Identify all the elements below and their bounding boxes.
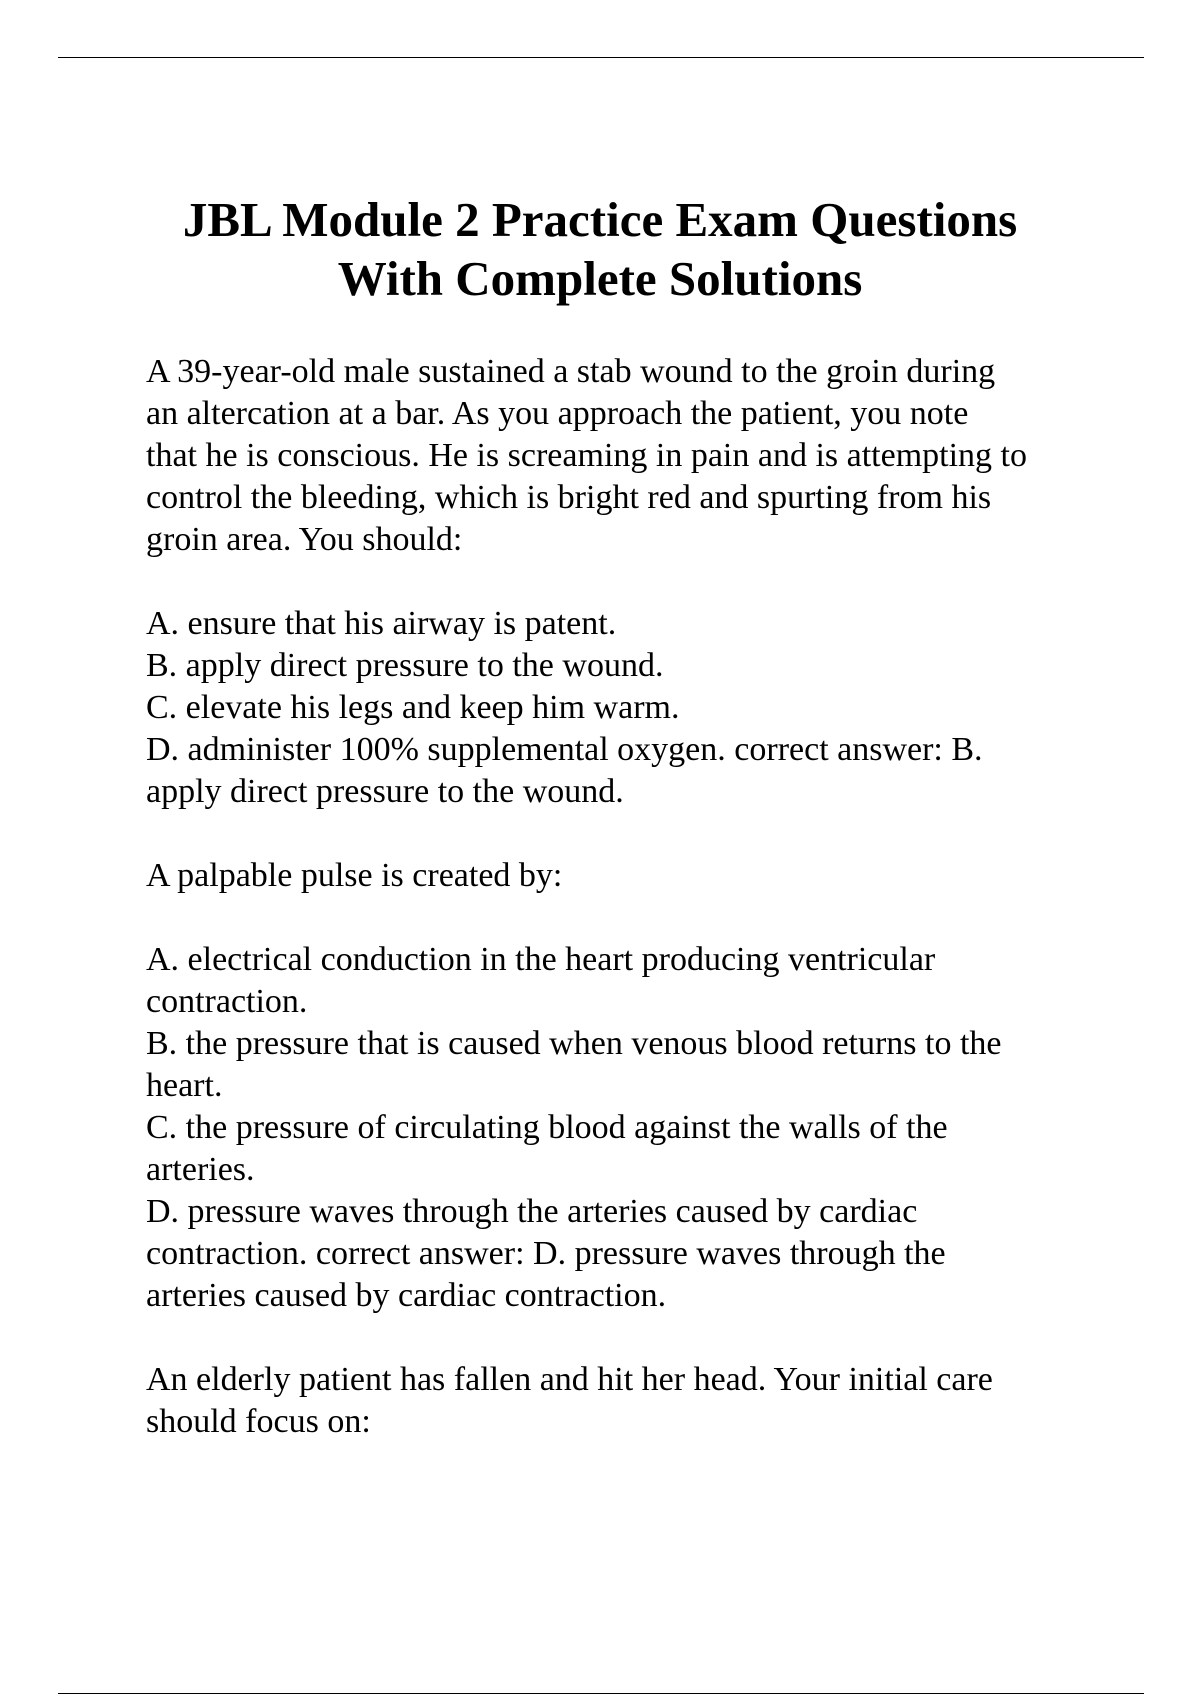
answer-line: apply direct pressure to the wound. (146, 773, 624, 810)
question-2-options (146, 939, 1146, 1317)
option-line: D. administer 100% supplemental oxygen. correct answer: B. (146, 731, 983, 768)
top-rule (58, 57, 1144, 58)
option-line: C. elevate his legs and keep him warm. (146, 689, 680, 726)
answer-line: arteries caused by cardiac contraction. (146, 1277, 667, 1314)
stem-line: A palpable pulse is created by: (146, 857, 563, 894)
option-line: arteries. (146, 1151, 255, 1188)
option-line: A. electrical conduction in the heart producing ventricular (146, 941, 936, 978)
stem-line: control the bleeding, which is bright red and spurting from his (146, 479, 992, 516)
bottom-rule (58, 1693, 1144, 1694)
stem-line: An elderly patient has fallen and hit her head. Your initial care (146, 1361, 993, 1398)
stem-line: A 39-year-old male sustained a stab wound to the groin during (146, 353, 996, 390)
option-line: D. pressure waves through the arteries caused by cardiac (146, 1193, 918, 1230)
question-3 (146, 1359, 1146, 1443)
question-2-stem (146, 855, 1146, 897)
document-body (146, 351, 1146, 1443)
title-line-2: With Complete Solutions (337, 251, 863, 306)
document-title (100, 190, 1100, 308)
title-line-1: JBL Module 2 Practice Exam Questions (182, 192, 1018, 247)
option-line: B. apply direct pressure to the wound. (146, 647, 664, 684)
option-line: B. the pressure that is caused when venous blood returns to the (146, 1025, 1002, 1062)
option-line: A. ensure that his airway is patent. (146, 605, 617, 642)
question-2 (146, 855, 1146, 1317)
answer-line: contraction. correct answer: D. pressure waves through the (146, 1235, 946, 1272)
question-1-stem (146, 351, 1146, 561)
question-1-options (146, 603, 1146, 813)
option-line: heart. (146, 1067, 223, 1104)
option-line: C. the pressure of circulating blood against the walls of the (146, 1109, 948, 1146)
option-line: contraction. (146, 983, 308, 1020)
stem-line: groin area. You should: (146, 521, 463, 558)
question-1 (146, 351, 1146, 813)
stem-line: that he is conscious. He is screaming in pain and is attempting to (146, 437, 1027, 474)
stem-line: should focus on: (146, 1403, 371, 1440)
question-3-stem (146, 1359, 1146, 1443)
stem-line: an altercation at a bar. As you approach the patient, you note (146, 395, 969, 432)
